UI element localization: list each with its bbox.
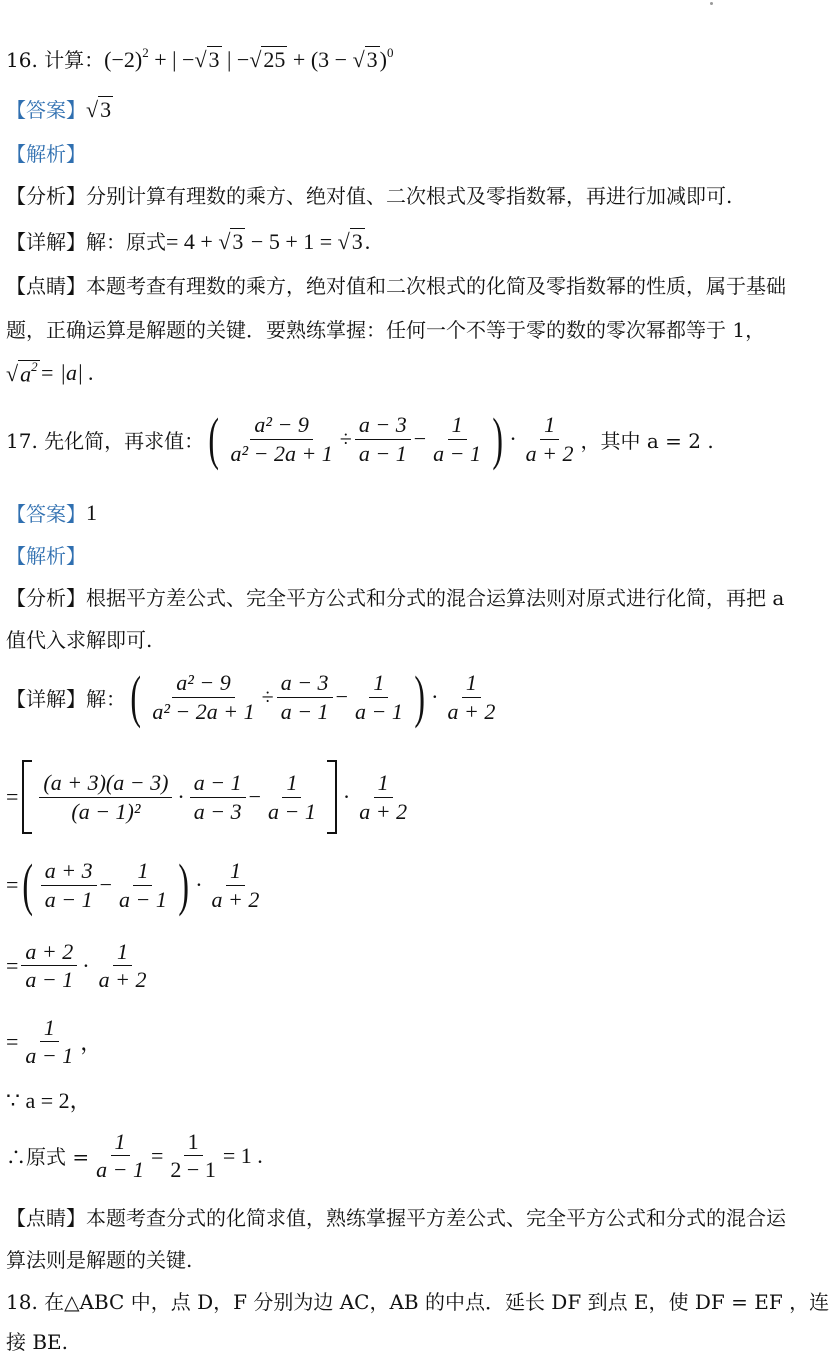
q17-fenxi-2: 值代入求解即可. bbox=[6, 628, 153, 652]
q17-dianjing-1: 【点睛】 本题考查分式的化简求值，熟练掌握平方差公式、完全平方公式和分式的混合运 bbox=[6, 1206, 786, 1230]
q17-step-2: = ( $\frac{a + 3}{a - 1}$ − $\frac{1}{a - 1}$ ) · $\frac{1}{a + 2}$ bbox=[6, 852, 260, 917]
q16-answer bbox=[6, 94, 113, 123]
q16-statement bbox=[6, 44, 393, 73]
q17-because: ∵ a = 2， bbox=[6, 1088, 92, 1113]
q17-step-1: = $\frac{(a + 3)(a - 3)}{\text{(a − 1)²}}$ · $\frac{a - 1}{a - 3}$ − $\frac{1}{a - 1}$ · $\frac{1}{a + 2}$ bbox=[6, 760, 414, 834]
q17-jiexi: 【解析】 bbox=[6, 544, 86, 568]
answer-tag: 【答案】 bbox=[6, 98, 86, 122]
q17-fenxi-1: 【分析】 根据平方差公式、完全平方公式和分式的混合运算法则对原式进行化简，再把 a bbox=[6, 586, 785, 610]
q17-label: 17. 先化简，再求值： bbox=[6, 428, 205, 453]
q16-expression: $(-2)^2$ + | −√ 3 | −√ 25 + (3 − √ 3 )$^0$ bbox=[104, 44, 394, 72]
q16-xiangjie: 【详解】 解：原式 = 4 + √ 3 − 5 + 1 = √ 3 . bbox=[6, 229, 371, 254]
q18-line-1: 18. 在△ABC 中，点 D，F 分别为边 AC，AB 的中点．延长 DF 到点 E，使 DF = EF ，连 bbox=[6, 1290, 830, 1314]
q17-dianjing-2: 算法则是解题的关键. bbox=[6, 1248, 193, 1272]
q17-therefore: ∴原式 = $\frac{1}{a - 1}$ = $\frac{1}{2 - 1}$ = 1 . bbox=[6, 1129, 263, 1183]
q16-jiexi: 【解析】 bbox=[6, 142, 86, 166]
q16-fenxi: 【分析】 分别计算有理数的乘方、绝对值、二次根式及零指数幂，再进行加减即可. bbox=[6, 184, 733, 208]
q17-step-3: = $\frac{a + 2}{a - 1}$ · $\frac{1}{a + 2}$ bbox=[6, 939, 147, 993]
q17-statement: 17. 先化简，再求值： ( $\frac{\text{a² − 9}}{\text{a² − 2a + 1}}$ ÷ $\frac{a - 3}{a - 1}$ − $\frac{1}{a - 1}$ ) · $\frac{1}{a + 2}$ ，其中 a = 2 . bbox=[6, 406, 714, 471]
q17-answer: 【答案】 1 bbox=[6, 499, 97, 526]
q16-dianjing-2: 题，正确运算是解题的关键．要熟练掌握：任何一个不等于零的数的零次幂都等于 1， bbox=[6, 318, 766, 342]
q16-dianjing-3: √ $a^2$ = |a| . bbox=[6, 359, 95, 387]
corner-mark bbox=[710, 2, 713, 5]
q16-dianjing-1: 【点睛】 本题考查有理数的乘方，绝对值和二次根式的化简及零指数幂的性质，属于基础 bbox=[6, 274, 786, 298]
q16-answer-value: √ 3 bbox=[86, 97, 112, 122]
q17-step-0: 【详解】 解： ( $\frac{\text{a² − 9}}{\text{a² − 2a + 1}}$ ÷ $\frac{a - 3}{a - 1}$ − $\frac{1}{a - 1}$ ) · $\frac{1}{a + 2}$ bbox=[6, 664, 496, 729]
q16-label: 16. 计算： bbox=[6, 48, 105, 72]
q18-line-2: 接 BE. bbox=[6, 1330, 69, 1354]
q17-step-4: = $\frac{1}{a - 1}$ ， bbox=[6, 1015, 103, 1069]
